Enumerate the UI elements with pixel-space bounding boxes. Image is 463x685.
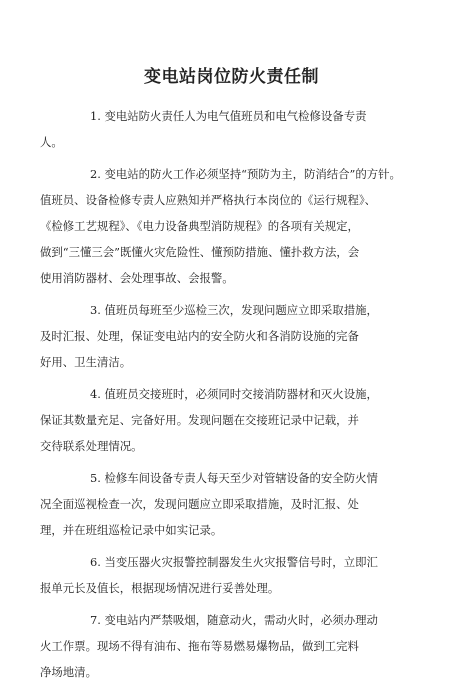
paragraph-line: 火工作票。现场不得有油布、拖布等易燃易爆物品，做到工完料 [40,639,359,653]
paragraph-line: 3. 值班员每班至少巡检三次，发现问题应立即采取措施， [90,303,378,317]
paragraph-line: 5. 检修车间设备专责人每天至少对管辖设备的安全防火情 [90,471,378,485]
paragraph-line: 报单元长及值长，根据现场情况进行妥善处理。 [40,581,280,595]
paragraph-2 [40,161,423,291]
paragraph-line: 1. 变电站防火责任人为电气值班员和电气检修设备专责 [90,109,367,123]
paragraph-line: 理，并在班组巡检记录中如实记录。 [40,523,223,537]
paragraph-3 [40,297,423,375]
paragraph-line: 净场地清。 [40,665,97,679]
paragraph-line: 人。 [40,135,63,149]
paragraph-line: 6. 当变压器火灾报警控制器发生火灾报警信号时，立即汇 [90,555,378,569]
paragraph-6 [40,549,423,601]
paragraph-line: 保证其数量充足、完备好用。发现问题在交接班记录中记载，并 [40,413,359,427]
paragraph-line: 2. 变电站的防火工作必须坚持“预防为主，防消结合”的方针。 [90,167,401,181]
paragraph-5 [40,465,423,543]
paragraph-line: 好用、卫生清洁。 [40,355,132,369]
paragraph-7 [40,607,423,685]
document-title: 变电站岗位防火责任制 [144,67,319,87]
paragraph-line: 交待联系处理情况。 [40,439,143,453]
paragraph-line: 值班员、设备检修专责人应熟知并严格执行本岗位的《运行规程》、 [40,193,377,207]
paragraph-line: 4. 值班员交接班时，必须同时交接消防器材和灭火设施， [90,387,378,401]
paragraph-line: 况全面巡视检查一次，发现问题应立即采取措施，及时汇报、处 [40,497,359,511]
paragraph-line: 使用消防器材、会处理事故、会报警。 [40,271,234,285]
paragraph-4 [40,381,423,459]
paragraph-line: 做到“三懂三会”既懂火灾危险性、懂预防措施、懂扑救方法，会 [40,245,360,259]
paragraph-line: 7. 变电站内严禁吸烟，随意动火，需动火时，必须办理动 [90,613,378,627]
paragraph-line: 及时汇报、处理，保证变电站内的安全防火和各消防设施的完备 [40,329,359,343]
paragraph-1 [40,103,423,155]
paragraph-line: 《检修工艺规程》、《电力设备典型消防规程》的各项有关规定， [40,219,359,233]
